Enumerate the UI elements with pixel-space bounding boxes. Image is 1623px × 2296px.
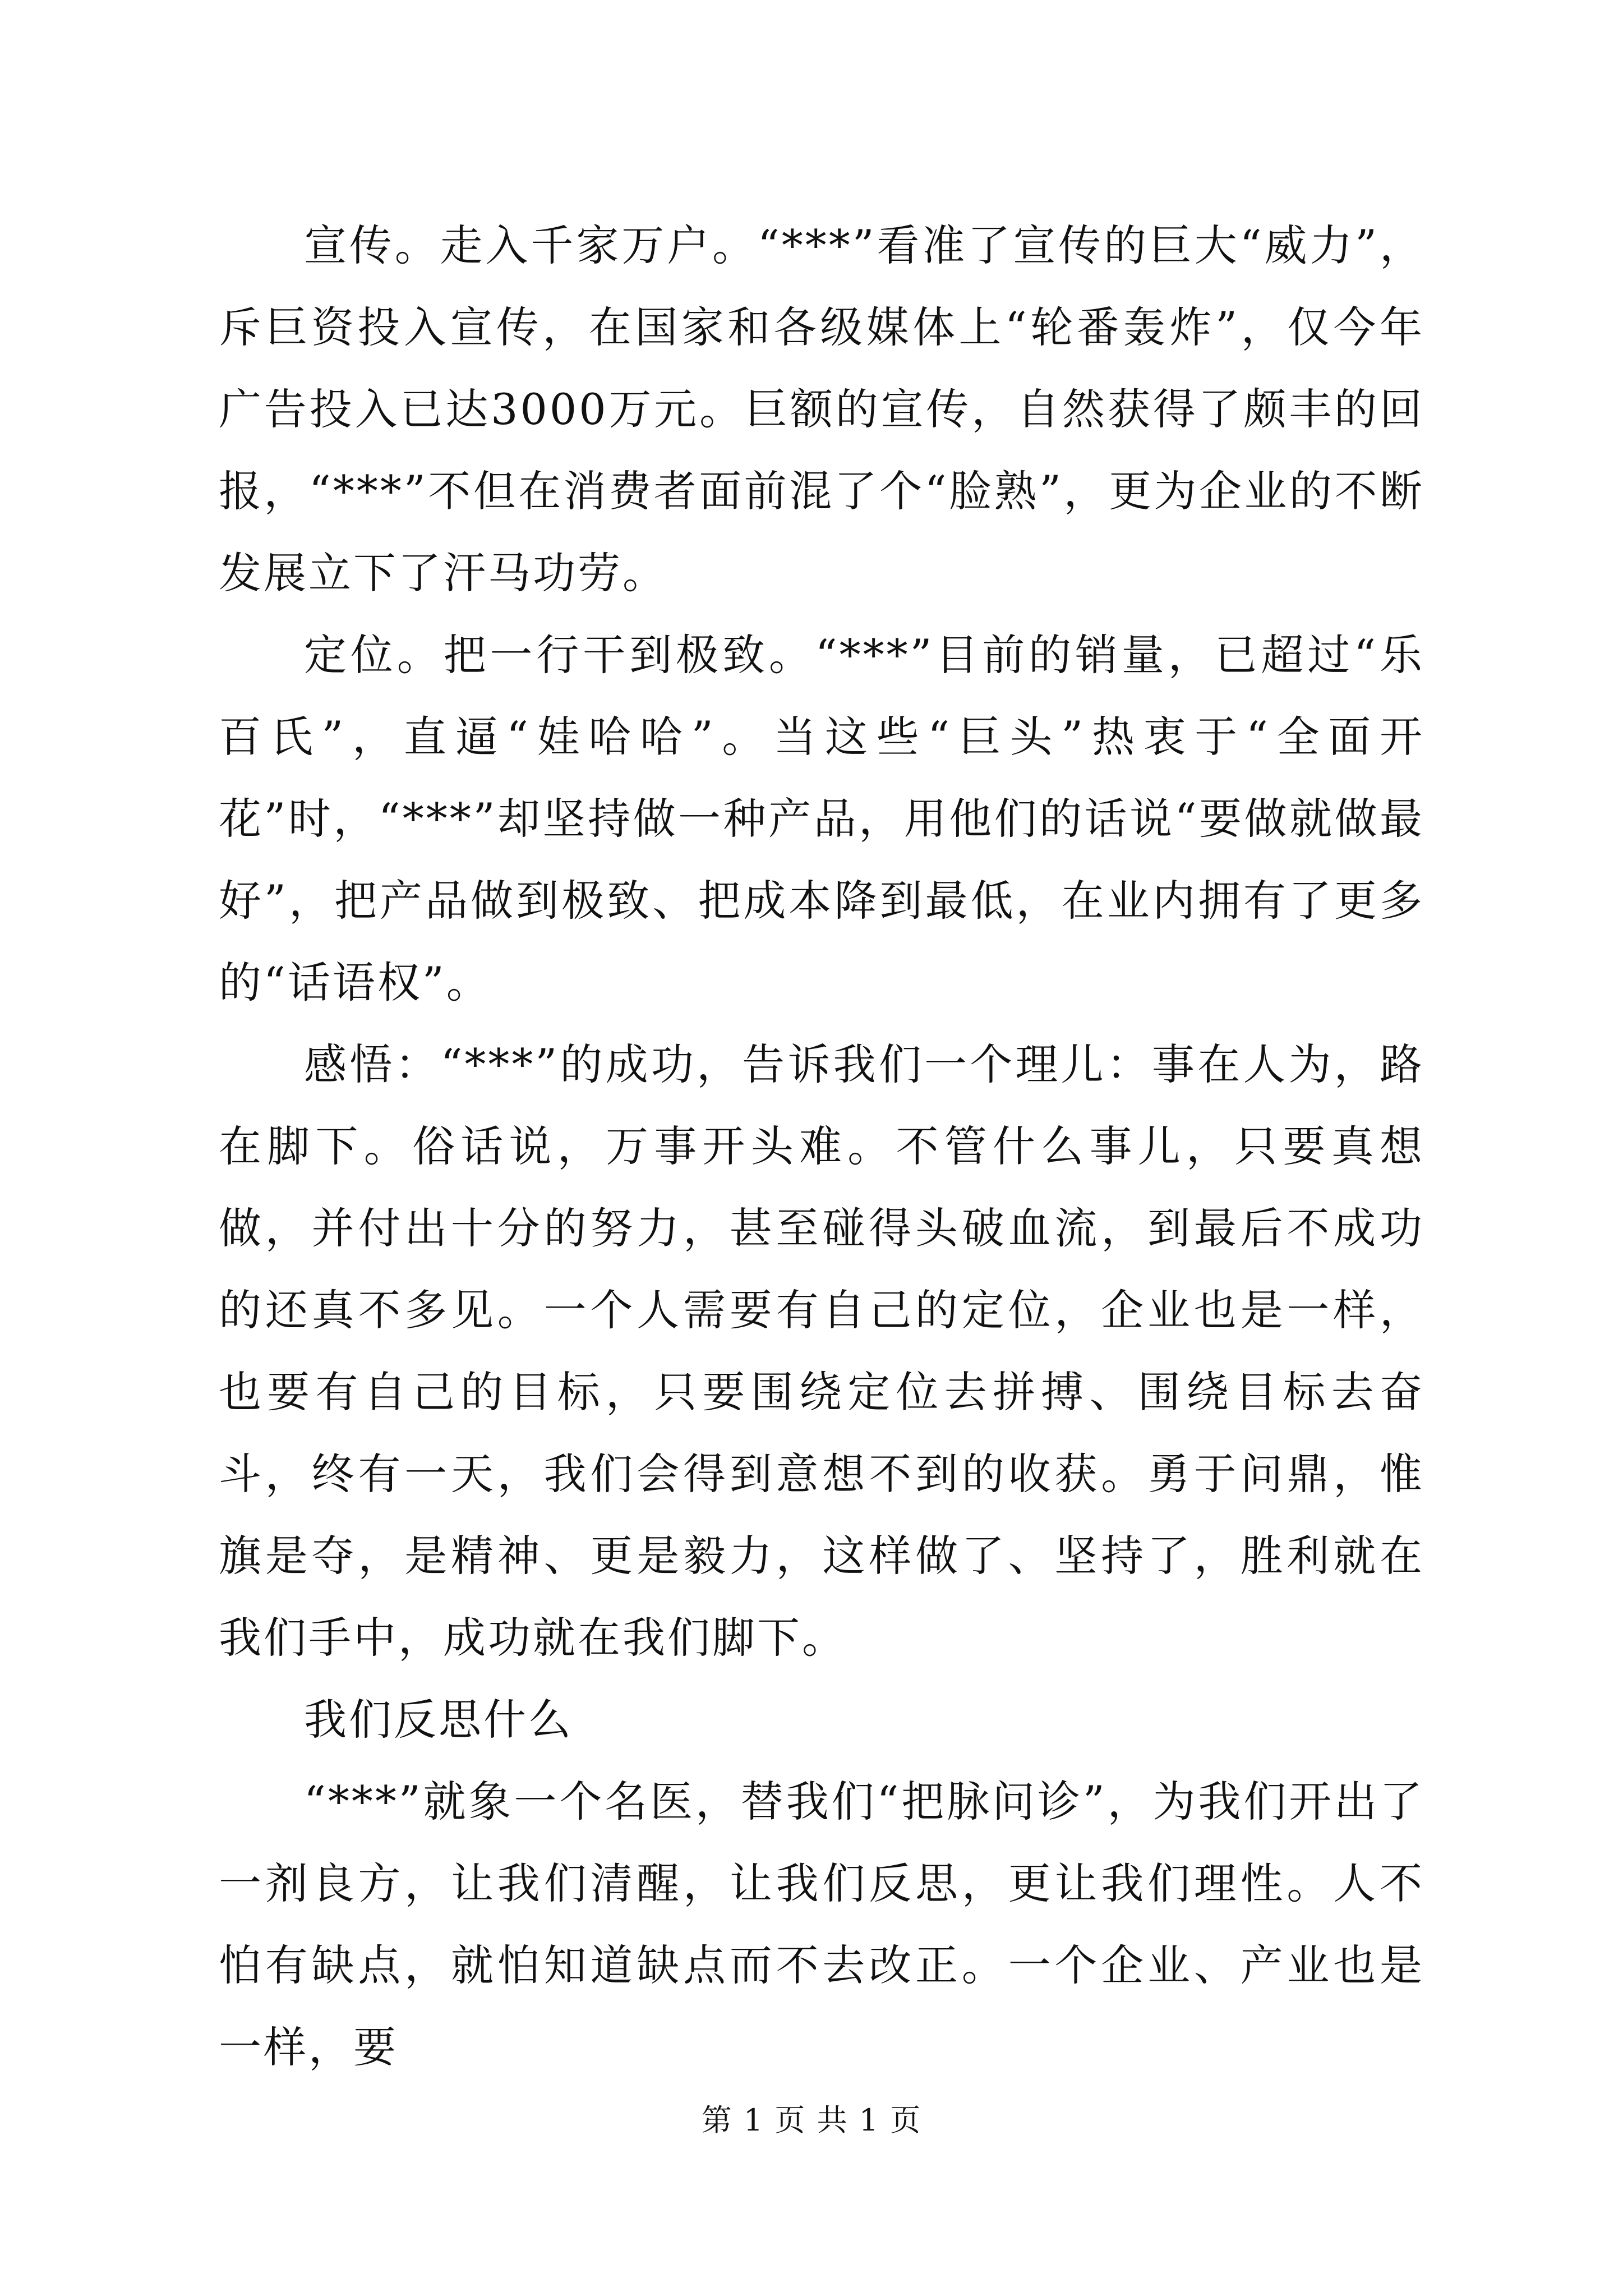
paragraph-publicity: 宣传。走入千家万户。“***”看准了宣传的巨大“威力”，斥巨资投入宣传，在国家和各级媒体上“轮番轰炸”，仅今年广告投入已达3000万元。巨额的宣传，自然获得了颇丰的回报，“***”不但在消费者面前混了个“脸熟”，更为企业的不断发展立下了汗马功劳。 (219, 220, 1424, 598)
paragraph-reflection: 感悟：“***”的成功，告诉我们一个理儿：事在人为，路在脚下。俗话说，万事开头难。不管什么事儿，只要真想做，并付出十分的努力，甚至碰得头破血流，到最后不成功的还真不多见。一个人需要有自己的定位，企业也是一样，也要有自己的目标，只要围绕定位去拼搏、围绕目标去奋斗，终有一天，我们会得到意想不到的收获。勇于问鼎，惟旗是夺，是精神、更是毅力，这样做了、坚持了，胜利就在我们手中，成功就在我们脚下。 (219, 1039, 1424, 1663)
section-heading: 我们反思什么 (304, 1695, 573, 1745)
page-footer: 第 1 页 共 1 页 (701, 2102, 922, 2138)
paragraph-analogy: “***”就象一个名医，替我们“把脉问诊”，为我们开出了一剂良方，让我们清醒，让我们反思，更让我们理性。人不怕有缺点，就怕知道缺点而不去改正。一个企业、产业也是一样，要 (219, 1777, 1424, 2072)
paragraph-positioning: 定位。把一行干到极致。“***”目前的销量，已超过“乐百氏”，直逼“娃哈哈”。当这些“巨头”热衷于“全面开花”时，“***”却坚持做一种产品，用他们的话说“要做就做最好”，把产品做到极致、把成本降到最低，在业内拥有了更多的“话语权”。 (219, 630, 1424, 1007)
document-body (219, 205, 1424, 2088)
